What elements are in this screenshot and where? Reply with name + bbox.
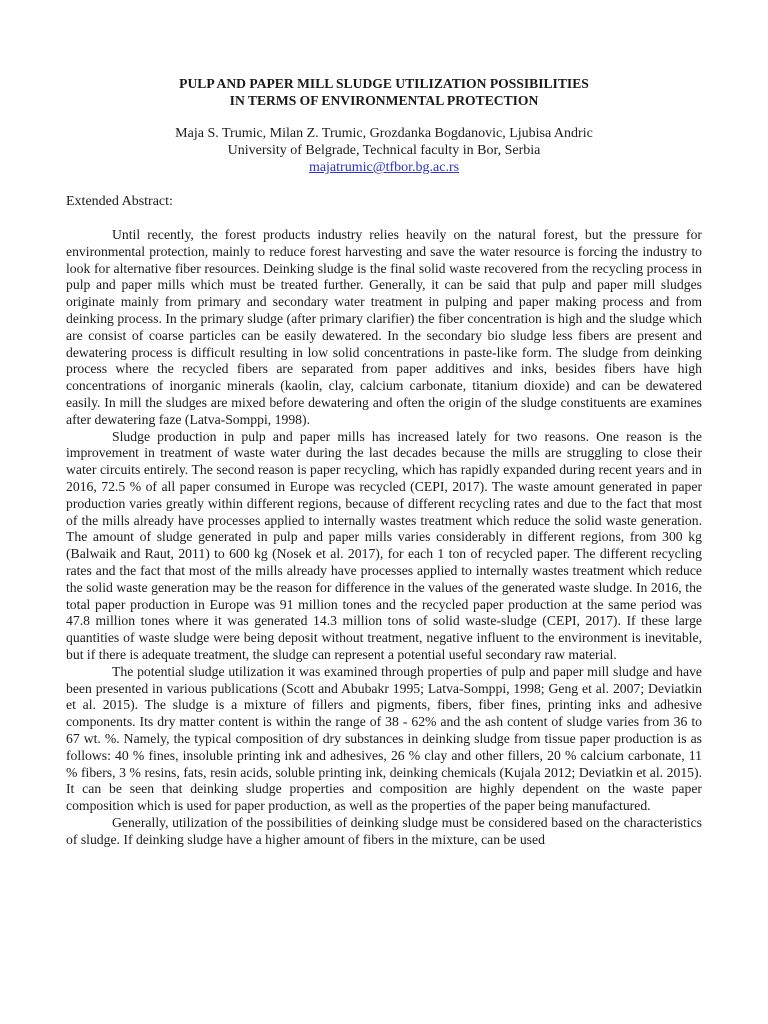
paragraph-3: The potential sludge utilization it was examined through properties of pulp and paper mill sludge and have been presented in various publications (Scott and Abubakr 1995; Latva-Somppi, 1998; Geng et al. 2007; Deviatkin et al. 2015). The sludge is a mixture of fillers and pigments, fibers, fiber fines, printing inks and adhesive components. Its dry matter content is within the range of 38 - 62% and the ash content of sludge varies from 36 to 67 wt. %. Namely, the typical composition of dry substances in deinking sludge from tissue paper production is as follows: 40 % fines, insoluble printing ink and adhesives, 26 % clay and other fillers, 20 % calcium carbonate, 11 % fibers, 3 % resins, fats, resin acids, soluble printing ink, deinking chemicals (Kujala 2012; Deviatkin et al. 2015). It can be seen that deinking sludge properties and composition are highly dependent on the waste paper composition which is used for paper production, as well as the properties of the paper being manufactured.: [66, 663, 702, 814]
title-line-1: PULP AND PAPER MILL SLUDGE UTILIZATION POSSIBILITIES: [179, 76, 589, 91]
title-line-2: IN TERMS OF ENVIRONMENTAL PROTECTION: [229, 93, 539, 108]
author-email-link[interactable]: majatrumic@tfbor.bg.ac.rs: [308, 160, 460, 175]
author-names: Maja S. Trumic, Milan Z. Trumic, Grozdanka Bogdanovic, Ljubisa Andric: [175, 126, 593, 141]
paragraph-1: Until recently, the forest products industry relies heavily on the natural forest, but the pressure for environmental protection, mainly to reduce forest harvesting and save the water resource is forcing the industry to look for alternative fiber resources. Deinking sludge is the final solid waste recovered from the recycling process in pulp and paper mills which must be treated further. Generally, it can be said that pulp and paper mill sludges originate mainly from primary and secondary water treatment in pulping and paper making process and from deinking process. In the primary sludge (after primary clarifier) the fiber concentration is high and the sludge which are consist of coarse particles can be easily dewatered. In the secondary bio sludge less fibers are present and dewatering process is difficult resulting in low solid concentrations in paste-like form. The sludge from deinking process where the recycled fibers are separated from paper additives and inks, besides fibers have high concentrations of inorganic minerals (kaolin, clay, calcium carbonate, titanium dioxide) and can be dewatered easily. In mill the sludges are mixed before dewatering and often the origin of the sludge constituents are examines after dewatering faze (Latva-Somppi, 1998).: [66, 227, 702, 427]
author-affiliation: University of Belgrade, Technical faculty in Bor, Serbia: [227, 143, 541, 158]
author-block: [66, 125, 702, 176]
section-label: Extended Abstract:: [66, 194, 173, 209]
paper-title: [66, 75, 702, 109]
abstract-body: [66, 227, 702, 848]
paragraph-2: Sludge production in pulp and paper mills has increased lately for two reasons. One reason is the improvement in treatment of waste water during the last decades because the mills are struggling to close their water circuits entirely. The second reason is paper recycling, which has rapidly expanded during recent years and in 2016, 72.5 % of all paper consumed in Europe was recycled (CEPI, 2017). The waste amount generated in paper production varies greatly within different regions, because of different recycling rates and due to the fact that most of the mills already have processes applied to internally wastes treatment which reduce the solid waste generation. The amount of sludge generated in pulp and paper mills varies considerably in different regions, from 300 kg (Balwaik and Raut, 2011) to 600 kg (Nosek et al. 2017), for each 1 ton of recycled paper. The different recycling rates and the fact that most of the mills already have processes applied to internally wastes treatment which reduce the solid waste generation may be the reason for difference in the values of the generated waste sludge. In 2016, the total paper production in Europe was 91 million tones and the recycled paper production at the same period was 47.8 million tones where it was generated 14.3 million tons of solid waste-sludge (CEPI, 2017). If these large quantities of waste sludge were being deposit without treatment, negative influent to the environment is inevitable, but if there is adequate treatment, the sludge can represent a potential useful secondary raw material.: [66, 428, 702, 662]
paragraph-4: Generally, utilization of the possibilities of deinking sludge must be considered based on the characteristics of sludge. If deinking sludge have a higher amount of fibers in the mixture, can be used: [66, 814, 702, 847]
